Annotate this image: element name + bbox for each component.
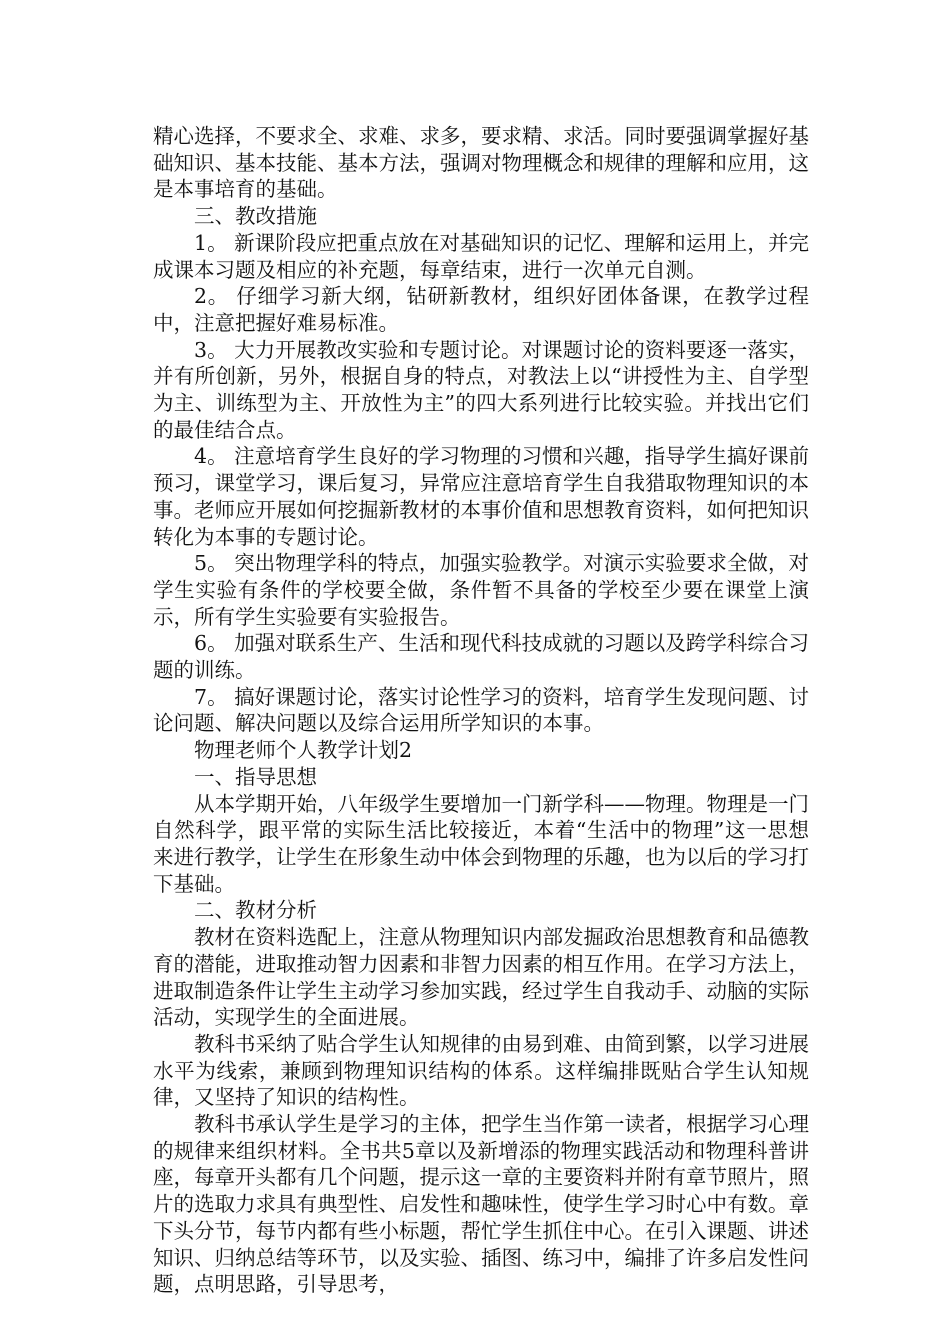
- document-page: [153, 123, 809, 1298]
- paragraph: 教科书采纳了贴合学生认知规律的由易到难、由简到繁，以学习进展水平为线索，兼顾到物理知识结构的体系。这样编排既贴合学生认知规律，又坚持了知识的结构性。: [153, 1031, 809, 1110]
- list-item: 6。 加强对联系生产、生活和现代科技成就的习题以及跨学科综合习题的训练。: [153, 631, 809, 683]
- paragraph: 精心选择，不要求全、求难、求多，要求精、求活。同时要强调掌握好基础知识、基本技能、基本方法，强调对物理概念和规律的理解和应用，这是本事培育的基础。: [153, 124, 809, 202]
- list-item: 4。 注意培育学生良好的学习物理的习惯和兴趣，指导学生搞好课前预习，课堂学习，课后复习，异常应注意培育学生自我猎取物理知识的本事。老师应开展如何挖掘新教材的本事价值和思想教育资料，如何把知识转化为本事的专题讨论。: [153, 444, 809, 549]
- list-item: 7。 搞好课题讨论，落实讨论性学习的资料，培育学生发现问题、讨论问题、解决问题以及综合运用所学知识的本事。: [153, 684, 809, 736]
- list-item: 3。 大力开展教改实验和专题讨论。对课题讨论的资料要逐一落实，并有所创新，另外，根据自身的特点，对教法上以“讲授性为主、自学型为主、训练型为主、开放性为主”的四大系列进行比较实验。并找出它们的最佳结合点。: [153, 337, 809, 442]
- section-heading: 二、教材分析: [194, 898, 317, 923]
- paragraph: 教科书承认学生是学习的主体，把学生当作第一读者，根据学习心理的规律来组织材料。全书共5章以及新增添的物理实践活动和物理科普讲座，每章开头都有几个问题，提示这一章的主要资料并附有章节照片，照片的选取力求具有典型性、启发性和趣味性，使学生学习时心中有数。章下头分节，每节内都有些小标题，帮忙学生抓住中心。在引入课题、讲述知识、归纳总结等环节，以及实验、插图、练习中，编排了许多启发性问题，点明思路，引导思考，: [153, 1112, 809, 1297]
- document-title: 物理老师个人教学计划2: [194, 738, 413, 763]
- paragraph: 教材在资料选配上，注意从物理知识内部发掘政治思想教育和品德教育的潜能，进取推动智力因素和非智力因素的相互作用。在学习方法上，进取制造条件让学生主动学习参加实践，经过学生自我动手、动脑的实际活动，实现学生的全面进展。: [153, 925, 809, 1030]
- list-item: 2。 仔细学习新大纲，钻研新教材，组织好团体备课，在教学过程中，注意把握好难易标准。: [153, 284, 809, 335]
- list-item: 5。 突出物理学科的特点，加强实验教学。对演示实验要求全做，对学生实验有条件的学校要全做，条件暂不具备的学校至少要在课堂上演示，所有学生实验要有实验报告。: [153, 551, 809, 629]
- list-item: 1。 新课阶段应把重点放在对基础知识的记忆、理解和运用上，并完成课本习题及相应的补充题，每章结束，进行一次单元自测。: [153, 230, 809, 282]
- section-heading: 三、教改措施: [194, 204, 317, 229]
- paragraph: 从本学期开始，八年级学生要增加一门新学科——物理。物理是一门自然科学，跟平常的实际生活比较接近，本着“生活中的物理”这一思想来进行教学，让学生在形象生动中体会到物理的乐趣，也为以后的学习打下基础。: [153, 791, 809, 896]
- section-heading: 一、指导思想: [194, 764, 317, 789]
